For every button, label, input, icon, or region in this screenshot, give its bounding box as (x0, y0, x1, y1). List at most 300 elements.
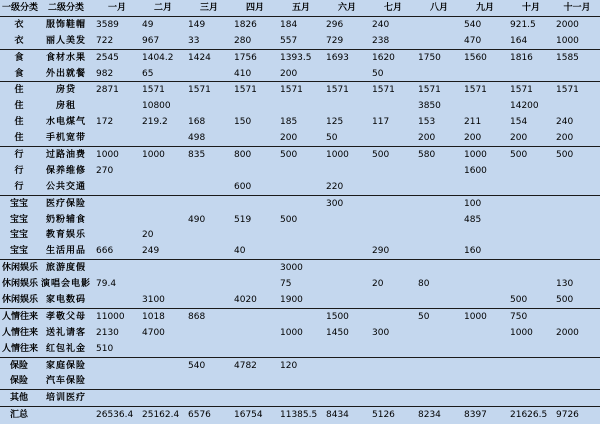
value-cell: 153 (418, 117, 436, 128)
value-cell (370, 130, 416, 146)
subcategory-cell: 汽车保险 (38, 373, 94, 389)
subcategory-cell: 演唱会电影 (40, 279, 91, 290)
table-row (0, 243, 600, 259)
value-cell (140, 130, 186, 146)
column-header: 七月 (370, 0, 416, 16)
value-cell: 1571 (234, 85, 257, 96)
value-cell: 168 (188, 117, 206, 128)
value-cell (370, 179, 416, 195)
value-cell (416, 243, 462, 259)
value-cell: 2000 (556, 19, 579, 30)
value-cell: 2000 (556, 327, 579, 338)
value-cell: 200 (554, 130, 600, 146)
subcategory-cell: 保养维修 (45, 165, 86, 176)
value-cell (140, 260, 186, 276)
value-cell (94, 357, 140, 373)
value-cell: 14200 (510, 101, 539, 112)
value-cell: 240 (556, 117, 574, 128)
category-cell: 食 (14, 52, 24, 63)
value-cell (278, 163, 324, 179)
value-cell (370, 357, 416, 373)
value-cell (278, 243, 324, 259)
value-cell (554, 243, 600, 259)
total-value-cell: 9726 (556, 410, 579, 421)
value-cell: 1826 (234, 19, 257, 30)
value-cell (370, 227, 416, 243)
value-cell (232, 341, 278, 357)
value-cell: 1000 (464, 311, 487, 322)
total-label: 汇总 (9, 410, 28, 421)
value-cell: 280 (232, 33, 278, 49)
value-cell (324, 390, 370, 407)
table-row (0, 66, 600, 82)
value-cell (232, 227, 278, 243)
value-cell (508, 243, 554, 259)
category-cell: 宝宝 (9, 214, 28, 225)
value-cell (416, 163, 462, 179)
value-cell: 3100 (140, 292, 186, 308)
empty-cell (38, 407, 94, 423)
table-row (0, 114, 600, 130)
value-cell: 470 (462, 33, 508, 49)
value-cell (94, 195, 140, 211)
value-cell (324, 163, 370, 179)
value-cell (324, 357, 370, 373)
value-cell: 4020 (232, 292, 278, 308)
value-cell: 1000 (280, 327, 303, 338)
value-cell: 185 (280, 117, 298, 128)
category-cell: 食 (0, 66, 38, 82)
value-cell: 238 (370, 33, 416, 49)
value-cell: 1000 (464, 149, 487, 160)
value-cell (370, 308, 416, 324)
value-cell (462, 98, 508, 114)
value-cell: 200 (462, 130, 508, 146)
category-cell: 衣 (0, 33, 38, 49)
category-cell: 保险 (9, 360, 28, 371)
column-header: 十月 (508, 0, 554, 16)
value-cell (186, 66, 232, 82)
column-header: 二月 (140, 0, 186, 16)
table-row (0, 308, 600, 324)
value-cell: 1571 (510, 85, 533, 96)
value-cell (554, 357, 600, 373)
value-cell: 666 (94, 243, 140, 259)
subcategory-cell: 食材水果 (45, 52, 86, 63)
table-row (0, 98, 600, 114)
value-cell (140, 390, 186, 407)
value-cell: 1424 (188, 52, 211, 63)
value-cell (140, 373, 186, 389)
value-cell: 2130 (96, 327, 119, 338)
value-cell: 500 (556, 149, 574, 160)
subcategory-cell: 过路油费 (45, 149, 86, 160)
value-cell (232, 260, 278, 276)
value-cell: 4700 (142, 327, 165, 338)
value-cell (186, 227, 232, 243)
value-cell (324, 243, 370, 259)
value-cell: 490 (188, 214, 206, 225)
value-cell (462, 373, 508, 389)
value-cell: 80 (418, 279, 430, 290)
value-cell (186, 260, 232, 276)
column-header: 五月 (278, 0, 324, 16)
column-header: 八月 (416, 0, 462, 16)
value-cell (324, 98, 370, 114)
value-cell (94, 390, 140, 407)
value-cell: 1000 (142, 149, 165, 160)
value-cell: 249 (140, 243, 186, 259)
value-cell: 500 (554, 292, 600, 308)
value-cell (278, 341, 324, 357)
total-value-cell: 8234 (418, 410, 441, 421)
value-cell (554, 163, 600, 179)
table-row (0, 163, 600, 179)
total-value-cell: 11385.5 (280, 410, 318, 421)
table-row (0, 276, 600, 292)
value-cell: 4782 (234, 360, 257, 371)
value-cell (508, 66, 554, 82)
value-cell (416, 66, 462, 82)
category-cell: 人情往来 (0, 341, 38, 357)
value-cell: 100 (464, 198, 482, 209)
value-cell (278, 373, 324, 389)
value-cell (462, 341, 508, 357)
value-cell: 164 (508, 33, 554, 49)
total-value-cell: 16754 (234, 410, 263, 421)
value-cell (416, 357, 462, 373)
value-cell: 1600 (464, 165, 487, 176)
value-cell (94, 98, 140, 114)
value-cell: 750 (510, 311, 528, 322)
value-cell (508, 212, 554, 228)
value-cell (186, 243, 232, 259)
value-cell: 1816 (510, 52, 533, 63)
value-cell: 211 (464, 117, 482, 128)
total-value-cell: 5126 (372, 410, 395, 421)
value-cell (324, 276, 370, 292)
total-value-cell: 21626.5 (510, 410, 548, 421)
subcategory-cell: 水电煤气 (45, 117, 86, 128)
value-cell: 500 (510, 149, 528, 160)
value-cell: 79.4 (96, 279, 117, 290)
value-cell (554, 341, 600, 357)
value-cell (462, 357, 508, 373)
header-row (0, 0, 600, 16)
category-cell: 保险 (0, 373, 38, 389)
value-cell: 1571 (142, 85, 165, 96)
value-cell (416, 373, 462, 389)
value-cell: 1000 (96, 149, 119, 160)
value-cell (508, 195, 554, 211)
value-cell: 154 (510, 117, 528, 128)
subcategory-cell: 教育娱乐 (45, 230, 86, 241)
value-cell: 270 (96, 165, 114, 176)
table-row (0, 325, 600, 341)
value-cell: 117 (372, 117, 390, 128)
value-cell (508, 163, 554, 179)
value-cell (324, 227, 370, 243)
value-cell (554, 98, 600, 114)
value-cell (554, 179, 600, 195)
value-cell (140, 341, 186, 357)
value-cell (462, 390, 508, 407)
value-cell (278, 390, 324, 407)
value-cell: 20 (372, 279, 384, 290)
value-cell (94, 212, 140, 228)
value-cell (416, 33, 462, 49)
value-cell: 3589 (96, 19, 119, 30)
value-cell (186, 98, 232, 114)
category-cell: 衣 (14, 19, 24, 30)
table-row (0, 390, 600, 407)
value-cell (508, 357, 554, 373)
value-cell (370, 341, 416, 357)
value-cell: 729 (324, 33, 370, 49)
value-cell: 1620 (372, 52, 395, 63)
value-cell (232, 163, 278, 179)
value-cell (508, 390, 554, 407)
category-cell: 休闲娱乐 (2, 279, 38, 290)
value-cell: 982 (94, 66, 140, 82)
value-cell: 49 (142, 19, 154, 30)
table-row (0, 260, 600, 276)
value-cell: 40 (232, 243, 278, 259)
value-cell (278, 195, 324, 211)
value-cell: 1571 (372, 85, 395, 96)
value-cell (140, 357, 186, 373)
value-cell (324, 66, 370, 82)
value-cell (186, 163, 232, 179)
value-cell: 2545 (96, 52, 119, 63)
value-cell: 125 (326, 117, 344, 128)
value-cell: 1571 (556, 85, 579, 96)
total-value-cell: 25162.4 (142, 410, 180, 421)
value-cell: 300 (372, 327, 390, 338)
value-cell (186, 373, 232, 389)
value-cell (94, 373, 140, 389)
value-cell: 33 (186, 33, 232, 49)
value-cell (278, 179, 324, 195)
table-row (0, 341, 600, 357)
value-cell (324, 373, 370, 389)
value-cell (554, 227, 600, 243)
value-cell: 500 (508, 292, 554, 308)
column-header: 九月 (462, 0, 508, 16)
value-cell: 540 (464, 19, 482, 30)
value-cell: 557 (278, 33, 324, 49)
table-row (0, 195, 600, 211)
value-cell (232, 308, 278, 324)
total-value-cell: 6576 (188, 410, 211, 421)
value-cell (370, 195, 416, 211)
value-cell: 296 (326, 19, 344, 30)
value-cell: 1560 (464, 52, 487, 63)
total-value-cell: 8434 (326, 410, 349, 421)
value-cell (186, 195, 232, 211)
value-cell: 1585 (556, 52, 579, 63)
value-cell: 1693 (326, 52, 349, 63)
value-cell (140, 179, 186, 195)
value-cell: 722 (94, 33, 140, 49)
subcategory-cell: 红包礼金 (38, 341, 94, 357)
value-cell: 1756 (234, 52, 257, 63)
value-cell: 510 (94, 341, 140, 357)
value-cell: 50 (324, 130, 370, 146)
subcategory-cell: 生活用品 (38, 243, 94, 259)
category-cell: 人情往来 (2, 311, 38, 322)
value-cell (416, 292, 462, 308)
subcategory-cell: 丽人美发 (38, 33, 94, 49)
value-cell: 300 (326, 198, 344, 209)
subcategory-cell: 孝敬父母 (45, 311, 86, 322)
value-cell: 1450 (326, 327, 349, 338)
table-row (0, 16, 600, 32)
value-cell (278, 98, 324, 114)
value-cell: 1393.5 (280, 52, 312, 63)
value-cell (324, 260, 370, 276)
value-cell: 150 (234, 117, 252, 128)
table-row (0, 130, 600, 146)
value-cell (554, 373, 600, 389)
subcategory-cell: 外出就餐 (38, 66, 94, 82)
value-cell (508, 227, 554, 243)
value-cell (186, 179, 232, 195)
category-cell: 人情往来 (2, 327, 38, 338)
total-value-cell: 8397 (464, 410, 487, 421)
value-cell: 835 (188, 149, 206, 160)
value-cell (370, 163, 416, 179)
value-cell: 1900 (278, 292, 324, 308)
value-cell (554, 390, 600, 407)
value-cell (94, 130, 140, 146)
value-cell (186, 276, 232, 292)
value-cell (324, 212, 370, 228)
value-cell: 498 (186, 130, 232, 146)
value-cell: 485 (464, 214, 482, 225)
value-cell (140, 195, 186, 211)
subcategory-cell: 医疗保险 (45, 198, 86, 209)
value-cell (462, 179, 508, 195)
value-cell: 800 (234, 149, 252, 160)
value-cell: 65 (140, 66, 186, 82)
value-cell (94, 292, 140, 308)
value-cell (232, 373, 278, 389)
value-cell (186, 390, 232, 407)
table-row (0, 373, 600, 389)
value-cell: 220 (324, 179, 370, 195)
category-cell: 宝宝 (0, 243, 38, 259)
value-cell: 1571 (418, 85, 441, 96)
table-row (0, 33, 600, 49)
value-cell (324, 292, 370, 308)
table-row (0, 292, 600, 308)
value-cell (508, 260, 554, 276)
value-cell (508, 373, 554, 389)
value-cell: 600 (232, 179, 278, 195)
subcategory-cell: 公共交通 (38, 179, 94, 195)
value-cell: 519 (234, 214, 252, 225)
value-cell: 1404.2 (142, 52, 174, 63)
table-row (0, 227, 600, 243)
value-cell (278, 227, 324, 243)
category-cell: 住 (0, 130, 38, 146)
total-row (0, 407, 600, 423)
value-cell (508, 179, 554, 195)
value-cell (416, 212, 462, 228)
value-cell: 200 (416, 130, 462, 146)
value-cell: 200 (278, 130, 324, 146)
value-cell: 2871 (96, 85, 119, 96)
value-cell: 184 (280, 19, 298, 30)
value-cell (416, 260, 462, 276)
category-cell: 住 (14, 85, 24, 96)
value-cell (554, 212, 600, 228)
value-cell: 1750 (418, 52, 441, 63)
value-cell: 868 (188, 311, 206, 322)
subcategory-cell: 培训医疗 (38, 390, 94, 407)
value-cell (324, 341, 370, 357)
value-cell: 10800 (142, 101, 171, 112)
subcategory-cell: 送礼请客 (45, 327, 86, 338)
value-cell (416, 227, 462, 243)
value-cell (462, 66, 508, 82)
subcategory-cell: 房租 (55, 101, 76, 112)
table-row (0, 82, 600, 98)
value-cell (232, 130, 278, 146)
value-cell (186, 325, 232, 341)
category-cell: 其他 (0, 390, 38, 407)
subcategory-cell: 手机宽带 (38, 130, 94, 146)
column-header: 六月 (324, 0, 370, 16)
column-header: 一月 (94, 0, 140, 16)
value-cell: 200 (278, 66, 324, 82)
value-cell (416, 390, 462, 407)
value-cell: 1571 (188, 85, 211, 96)
value-cell (416, 195, 462, 211)
subcategory-cell: 家电数码 (38, 292, 94, 308)
value-cell: 967 (140, 33, 186, 49)
table-row (0, 179, 600, 195)
value-cell (462, 276, 508, 292)
value-cell (94, 260, 140, 276)
category-cell: 住 (14, 101, 24, 112)
subcategory-cell: 奶粉辅食 (45, 214, 86, 225)
subcategory-cell: 旅游度假 (45, 263, 86, 274)
value-cell (186, 341, 232, 357)
category-cell: 行 (14, 165, 24, 176)
value-cell (232, 98, 278, 114)
value-cell: 1000 (554, 33, 600, 49)
value-cell (370, 292, 416, 308)
category-cell: 住 (14, 117, 24, 128)
value-cell (232, 195, 278, 211)
value-cell (186, 292, 232, 308)
value-cell: 160 (462, 243, 508, 259)
value-cell (370, 260, 416, 276)
value-cell (462, 325, 508, 341)
value-cell (554, 260, 600, 276)
value-cell (370, 212, 416, 228)
subcategory-cell: 房贷 (55, 85, 76, 96)
value-cell (554, 308, 600, 324)
value-cell (416, 341, 462, 357)
subcategory-cell: 家庭保险 (45, 360, 86, 371)
column-header: 四月 (232, 0, 278, 16)
value-cell (508, 276, 554, 292)
value-cell: 1571 (326, 85, 349, 96)
value-cell: 290 (370, 243, 416, 259)
